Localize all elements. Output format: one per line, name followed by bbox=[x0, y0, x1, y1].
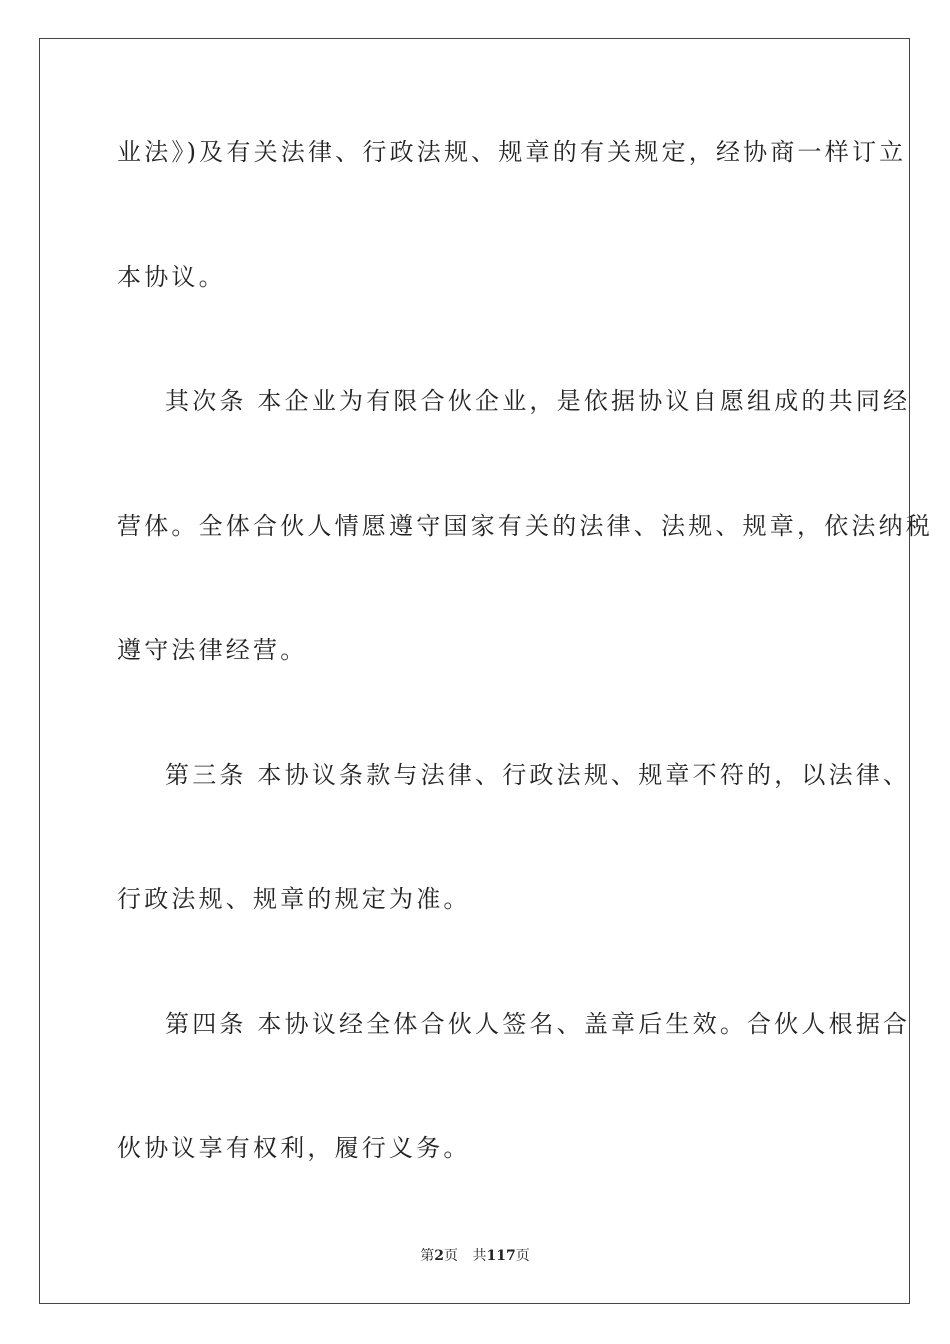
article-4-line-1: 第四条 本协议经全体合伙人签名、盖章后生效。合伙人根据合 bbox=[165, 1010, 911, 1038]
article-3-line-2: 行政法规、规章的规定为准。 bbox=[117, 885, 471, 913]
body-line-1: 业法》)及有关法律、行政法规、规章的有关规定，经协商一样订立 bbox=[117, 138, 907, 166]
body-line-2: 本协议。 bbox=[117, 263, 226, 291]
page-indicator: 第2页 bbox=[420, 1248, 459, 1264]
article-2-line-1: 其次条 本企业为有限合伙企业，是依据协议自愿组成的共同经 bbox=[165, 387, 911, 415]
total-pages-indicator: 共117页 bbox=[472, 1248, 530, 1264]
page-border bbox=[39, 38, 933, 1304]
article-3-line-1: 第三条 本协议条款与法律、行政法规、规章不符的，以法律、 bbox=[165, 761, 911, 789]
page-footer bbox=[0, 1247, 950, 1265]
article-2-line-2: 营体。全体合伙人情愿遵守国家有关的法律、法规、规章，依法纳税 bbox=[117, 512, 933, 540]
article-4-line-2: 伙协议享有权利，履行义务。 bbox=[117, 1134, 471, 1162]
article-2-line-3: 遵守法律经营。 bbox=[117, 636, 308, 664]
